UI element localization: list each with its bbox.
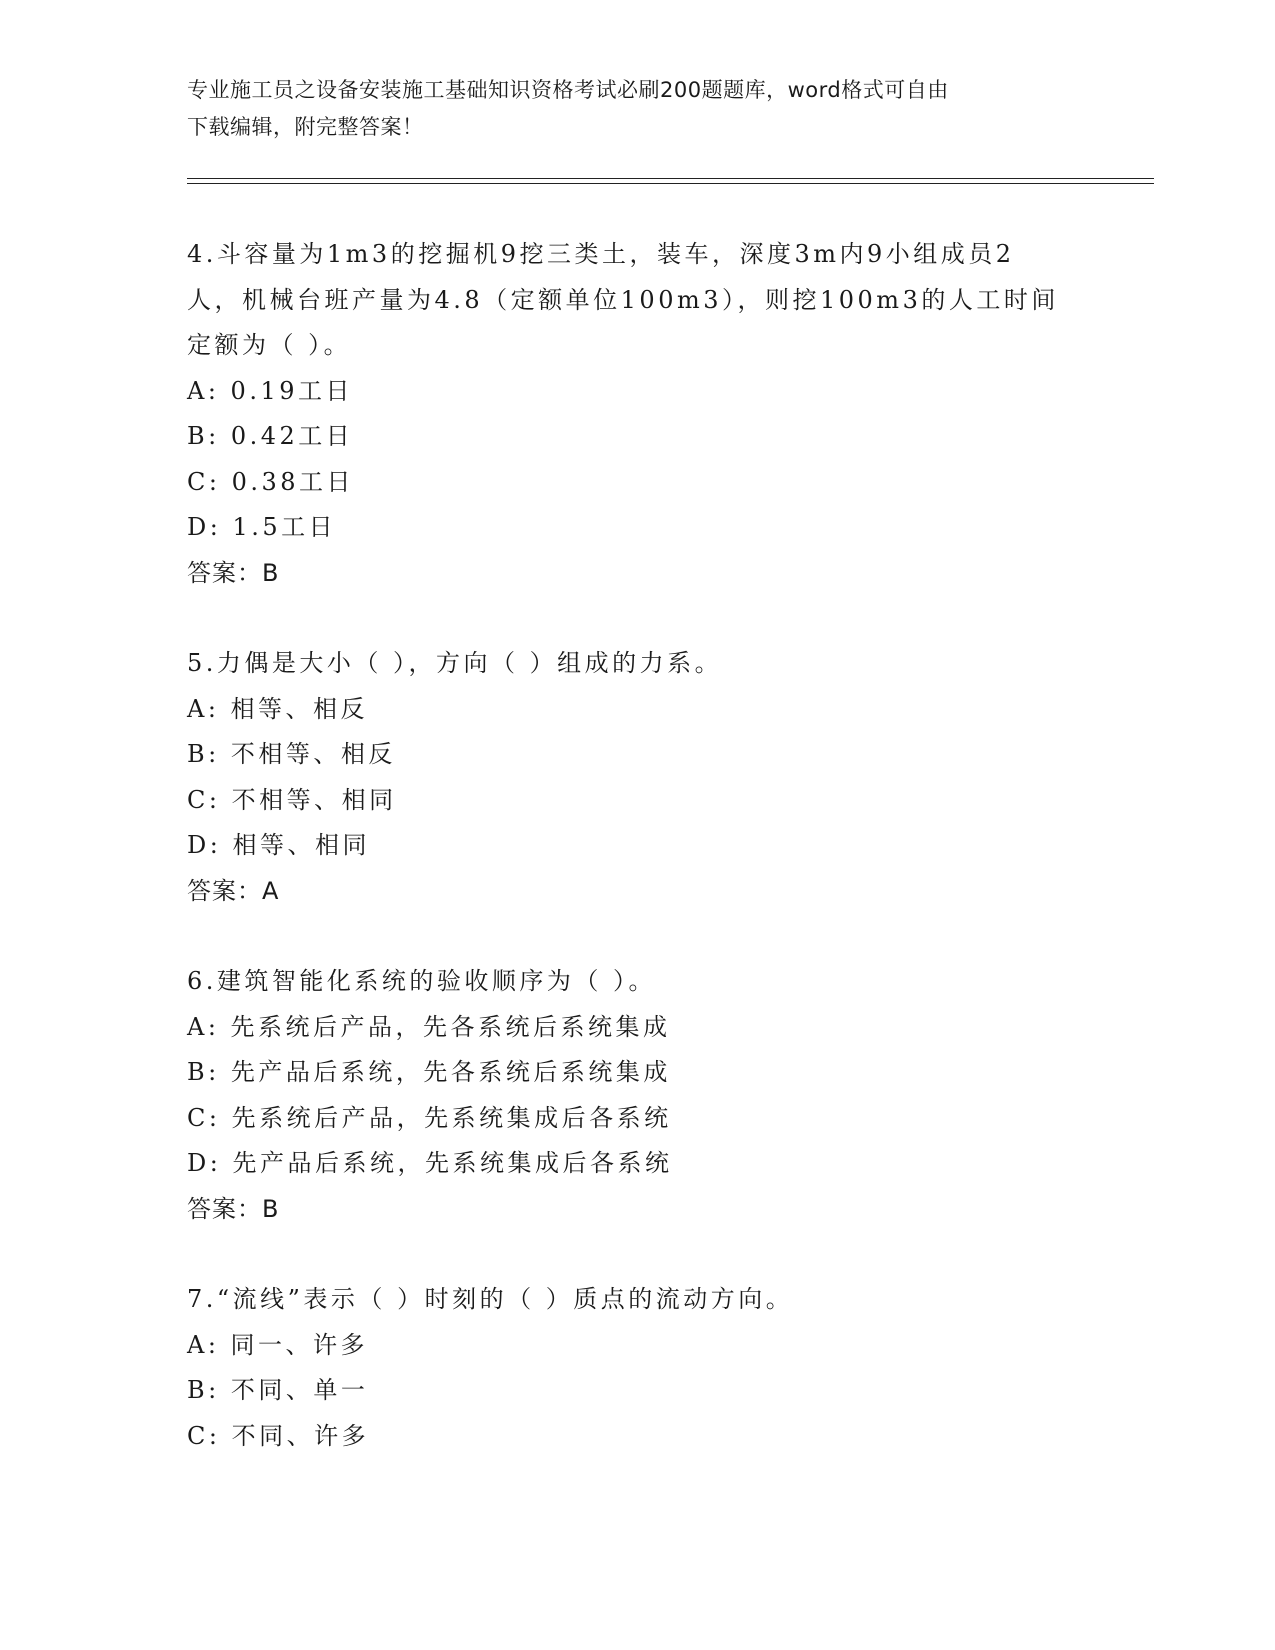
option-c: C: 0.38工日: [187, 467, 355, 496]
header-line-2: 下载编辑，附完整答案！: [187, 115, 424, 139]
question-item: [187, 232, 1087, 596]
header-divider-bottom: [187, 183, 1154, 184]
question-text-line: 6.建筑智能化系统的验收顺序为（ ）。: [187, 967, 657, 995]
question-list: [187, 232, 1087, 1504]
question-item: [187, 959, 1087, 1232]
header-line-1: 专业施工员之设备安装施工基础知识资格考试必刷200题题库，word格式可自由: [187, 78, 949, 102]
answer-line: 答案：A: [187, 876, 280, 905]
option-d: D: 相等、相同: [187, 831, 370, 859]
option-d: D: 1.5工日: [187, 513, 337, 541]
question-item: [187, 641, 1087, 914]
question-text-line: 定额为（ ）。: [187, 331, 352, 359]
question-text-line: 7.“流线”表示（ ）时刻的（ ）质点的流动方向。: [187, 1285, 794, 1313]
option-c: C: 先系统后产品，先系统集成后各系统: [187, 1103, 672, 1132]
question-text-line: 5.力偶是大小（ ），方向（ ）组成的力系。: [187, 649, 723, 677]
answer-line: 答案：B: [187, 558, 280, 587]
option-c: C: 不同、许多: [187, 1421, 370, 1450]
document-header: [187, 72, 1087, 146]
option-b: B: 0.42工日: [187, 422, 354, 450]
option-b: B: 先产品后系统，先各系统后系统集成: [187, 1058, 671, 1086]
question-text-line: 4.斗容量为1m3的挖掘机9挖三类土，装车，深度3m内9小组成员2: [187, 240, 1015, 268]
option-b: B: 不相等、相反: [187, 740, 396, 768]
question-text-line: 人，机械台班产量为4.8（定额单位100m3），则挖100m3的人工时间: [187, 285, 1059, 314]
header-divider-top: [187, 178, 1154, 179]
option-a: A: 同一、许多: [187, 1330, 369, 1359]
question-item: [187, 1277, 1087, 1459]
option-a: A: 0.19工日: [187, 376, 353, 405]
option-b: B: 不同、单一: [187, 1376, 369, 1404]
option-c: C: 不相等、相同: [187, 785, 397, 814]
option-a: A: 先系统后产品，先各系统后系统集成: [187, 1012, 671, 1041]
option-d: D: 先产品后系统，先系统集成后各系统: [187, 1149, 673, 1177]
option-a: A: 相等、相反: [187, 694, 369, 723]
answer-line: 答案：B: [187, 1194, 280, 1223]
